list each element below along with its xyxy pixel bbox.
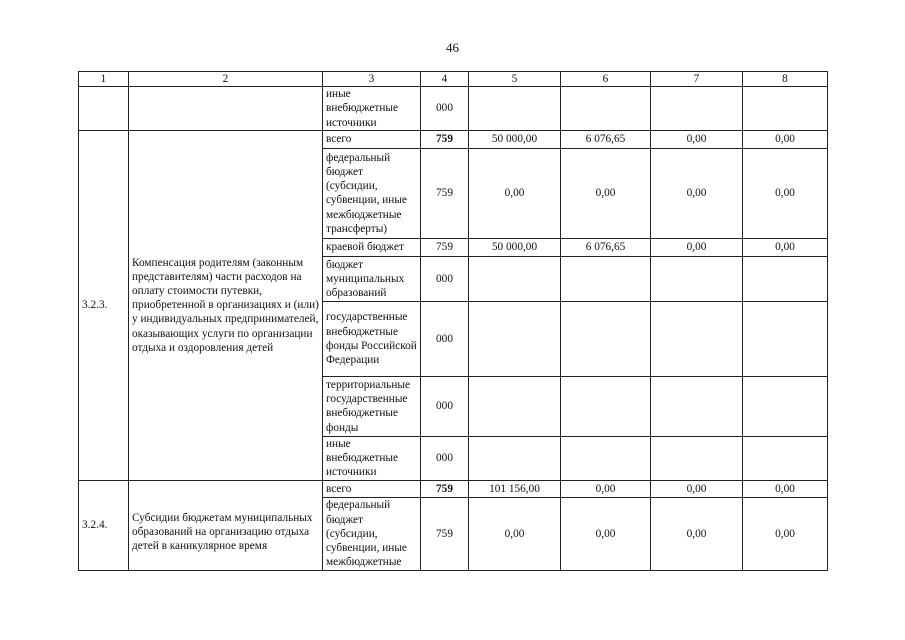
value-cell: 6 076,65	[561, 238, 651, 256]
value-cell: 6 076,65	[561, 130, 651, 148]
source-cell: бюджет муниципальных образований	[323, 256, 421, 301]
value-cell: 0,00	[743, 130, 828, 148]
source-cell: иные внебюджетные источники	[323, 436, 421, 480]
value-cell	[469, 87, 561, 131]
header-col-4: 4	[421, 72, 469, 87]
item-name	[129, 480, 323, 570]
value-cell: 0,00	[469, 148, 561, 238]
value-cell: 0,00	[651, 238, 743, 256]
table-row	[79, 130, 828, 148]
code-cell: 759	[421, 238, 469, 256]
header-row	[79, 72, 828, 87]
value-cell	[651, 301, 743, 376]
source-cell: всего	[323, 130, 421, 148]
item-number: 3.2.4.	[79, 480, 129, 570]
number-cell	[79, 87, 129, 131]
page-number: 46	[446, 40, 459, 55]
code-cell: 759	[421, 497, 469, 570]
value-cell: 0,00	[743, 148, 828, 238]
table-row	[79, 480, 828, 497]
value-cell	[651, 436, 743, 480]
value-cell	[651, 87, 743, 131]
source-text: федеральный бюджет (субсидии, субвенции, иные межбюджетные	[326, 499, 407, 569]
source-cell: всего	[323, 480, 421, 497]
code-cell: 000	[421, 436, 469, 480]
source-cell: краевой бюджет	[323, 238, 421, 256]
value-cell: 0,00	[561, 148, 651, 238]
value-cell	[469, 376, 561, 436]
source-cell: государственные внебюджетные фонды Российской Федерации	[323, 301, 421, 376]
source-cell: федеральный бюджет (субсидии, субвенции, иные межбюджетные трансферты)	[323, 148, 421, 238]
value-cell	[743, 301, 828, 376]
value-cell	[469, 301, 561, 376]
code-cell: 000	[421, 301, 469, 376]
item-name-text: Субсидии бюджетам муниципальных образований на организацию отдыха детей в каникулярное время	[132, 512, 313, 553]
header-col-1: 1	[79, 72, 129, 87]
value-cell	[743, 436, 828, 480]
table-row	[79, 87, 828, 131]
header-col-6: 6	[561, 72, 651, 87]
value-cell	[743, 376, 828, 436]
value-cell: 50 000,00	[469, 130, 561, 148]
value-cell	[561, 376, 651, 436]
value-cell	[743, 256, 828, 301]
value-cell	[743, 87, 828, 131]
value-cell: 0,00	[743, 238, 828, 256]
header-col-3: 3	[323, 72, 421, 87]
name-cell	[129, 87, 323, 131]
source-cell	[323, 497, 421, 570]
value-cell: 0,00	[469, 497, 561, 570]
value-cell: 0,00	[561, 497, 651, 570]
header-col-2: 2	[129, 72, 323, 87]
value-cell: 0,00	[651, 130, 743, 148]
code-cell: 000	[421, 376, 469, 436]
value-cell	[561, 301, 651, 376]
code-cell: 759	[421, 480, 469, 497]
value-cell: 0,00	[651, 148, 743, 238]
header-col-7: 7	[651, 72, 743, 87]
code-cell: 759	[421, 148, 469, 238]
value-cell	[469, 256, 561, 301]
source-cell: территориальные государственные внебюджетные фонды	[323, 376, 421, 436]
code-cell: 759	[421, 130, 469, 148]
header-col-5: 5	[469, 72, 561, 87]
item-name: Компенсация родителям (законным представителям) части расходов на оплату стоимости путевки, приобретенной в организациях и (или) у индивидуальных предпринимателей, оказывающих услуги по организации отдыха и оздоровления детей	[129, 130, 323, 480]
code-cell: 000	[421, 256, 469, 301]
header-col-8: 8	[743, 72, 828, 87]
value-cell: 0,00	[651, 497, 743, 570]
value-cell: 50 000,00	[469, 238, 561, 256]
value-cell	[561, 87, 651, 131]
value-cell: 0,00	[743, 480, 828, 497]
value-cell	[651, 376, 743, 436]
item-number: 3.2.3.	[79, 130, 129, 480]
value-cell	[469, 436, 561, 480]
code-cell: 000	[421, 87, 469, 131]
source-cell: иные внебюджетные источники	[323, 87, 421, 131]
value-cell	[651, 256, 743, 301]
value-cell: 0,00	[651, 480, 743, 497]
value-cell: 0,00	[561, 480, 651, 497]
value-cell	[561, 436, 651, 480]
value-cell	[561, 256, 651, 301]
value-cell: 0,00	[743, 497, 828, 570]
value-cell: 101 156,00	[469, 480, 561, 497]
budget-table	[78, 71, 828, 571]
